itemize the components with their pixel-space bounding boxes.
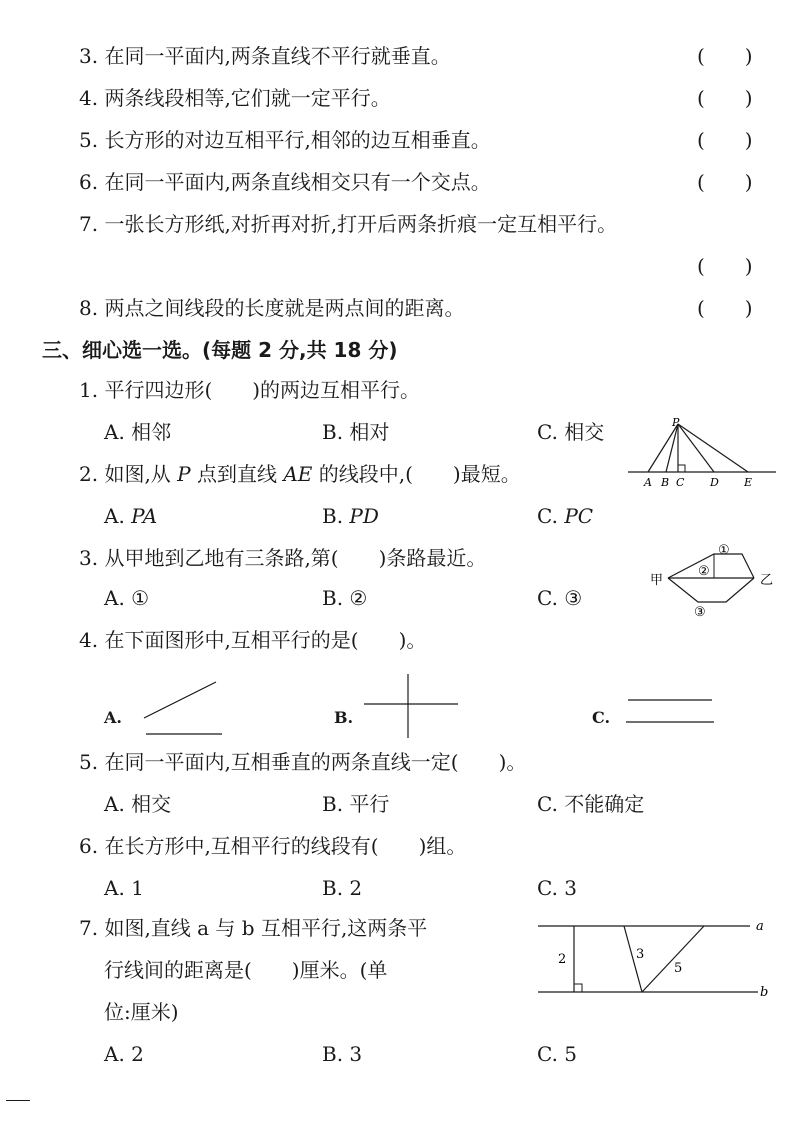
section-title: 三、细心选一选。(每题 2 分,共 18 分) [42, 338, 398, 362]
q5-option-b[interactable]: B. 平行 [322, 792, 390, 816]
question-3: 3. 从甲地到乙地有三条路,第( )条路最近。 [79, 546, 487, 570]
fig-label-d: D [710, 476, 719, 489]
route-1-label: ① [718, 543, 730, 558]
q5-option-c[interactable]: C. 不能确定 [537, 792, 645, 816]
fig-label-e: E [744, 476, 753, 489]
q1-option-a[interactable]: A. 相邻 [104, 420, 172, 444]
tf-item-8: 8. 两点之间线段的长度就是两点间的距离。 [79, 296, 465, 320]
route-2-label: ② [698, 564, 710, 579]
q2-option-c[interactable]: C. PC [537, 504, 594, 528]
question-7-line-2: 行线间的距离是( )厘米。(单 [104, 958, 388, 982]
route-start-label: 甲 [650, 573, 664, 588]
q4-figure-c [624, 690, 718, 730]
tf-item-6: 6. 在同一平面内,两条直线相交只有一个交点。 [79, 170, 491, 194]
q1-option-c[interactable]: C. 相交 [537, 420, 605, 444]
route-end-label: 乙 [760, 573, 774, 588]
fig-line-a: a [756, 919, 764, 934]
answer-blank-5[interactable]: ( ) [697, 128, 753, 152]
q2-option-a[interactable]: A. PA [104, 504, 158, 528]
question-7-line-3: 位:厘米) [104, 1000, 179, 1024]
tf-item-4: 4. 两条线段相等,它们就一定平行。 [79, 86, 391, 110]
question-4: 4. 在下面图形中,互相平行的是( )。 [79, 628, 427, 652]
route-figure [646, 540, 778, 620]
question-1: 1. 平行四边形( )的两边互相平行。 [79, 378, 421, 402]
q2-option-b[interactable]: B. PD [322, 504, 379, 528]
question-7-line-1: 7. 如图,直线 a 与 b 互相平行,这两条平 [79, 916, 428, 940]
answer-blank-7[interactable]: ( ) [697, 254, 753, 278]
q4-option-c[interactable]: C. [592, 708, 611, 727]
fig-line-b: b [760, 985, 769, 1000]
route-3-label: ③ [694, 605, 706, 620]
q5-option-a[interactable]: A. 相交 [104, 792, 172, 816]
tf-item-7: 7. 一张长方形纸,对折再对折,打开后两条折痕一定互相平行。 [79, 212, 618, 236]
q6-option-a[interactable]: A. 1 [104, 876, 144, 900]
fig-label-a: A [644, 476, 652, 489]
q7-option-a[interactable]: A. 2 [104, 1042, 144, 1066]
q6-option-c[interactable]: C. 3 [537, 876, 578, 900]
q7-option-b[interactable]: B. 3 [322, 1042, 363, 1066]
q4-option-a[interactable]: A. [104, 708, 122, 727]
q7-option-c[interactable]: C. 5 [537, 1042, 578, 1066]
fig-length-2: 2 [558, 952, 567, 967]
question-2: 2. 如图,从 P 点到直线 AE 的线段中,( )最短。 [79, 462, 521, 486]
perpendicular-figure [626, 416, 782, 490]
q4-figure-b [362, 672, 462, 742]
question-6: 6. 在长方形中,互相平行的线段有( )组。 [79, 834, 467, 858]
parallel-lines-figure [532, 912, 772, 1002]
q3-option-c[interactable]: C. ③ [537, 586, 583, 610]
fig-length-3: 3 [636, 947, 645, 962]
q3-option-a[interactable]: A. ① [104, 586, 150, 610]
question-5: 5. 在同一平面内,互相垂直的两条直线一定( )。 [79, 750, 527, 774]
tf-item-5: 5. 长方形的对边互相平行,相邻的边互相垂直。 [79, 128, 491, 152]
fig-label-b: B [661, 476, 670, 489]
page-edge-mark [6, 1100, 30, 1101]
answer-blank-4[interactable]: ( ) [697, 86, 753, 110]
tf-item-3: 3. 在同一平面内,两条直线不平行就垂直。 [79, 44, 451, 68]
fig-length-5: 5 [674, 961, 683, 976]
q4-figure-a [140, 676, 226, 738]
answer-blank-6[interactable]: ( ) [697, 170, 753, 194]
fig-label-c: C [676, 476, 685, 489]
q4-option-b[interactable]: B. [334, 708, 354, 727]
q6-option-b[interactable]: B. 2 [322, 876, 363, 900]
q1-option-b[interactable]: B. 相对 [322, 420, 390, 444]
answer-blank-8[interactable]: ( ) [697, 296, 753, 320]
q3-option-b[interactable]: B. ② [322, 586, 368, 610]
fig-label-p: P [672, 416, 680, 429]
answer-blank-3[interactable]: ( ) [697, 44, 753, 68]
